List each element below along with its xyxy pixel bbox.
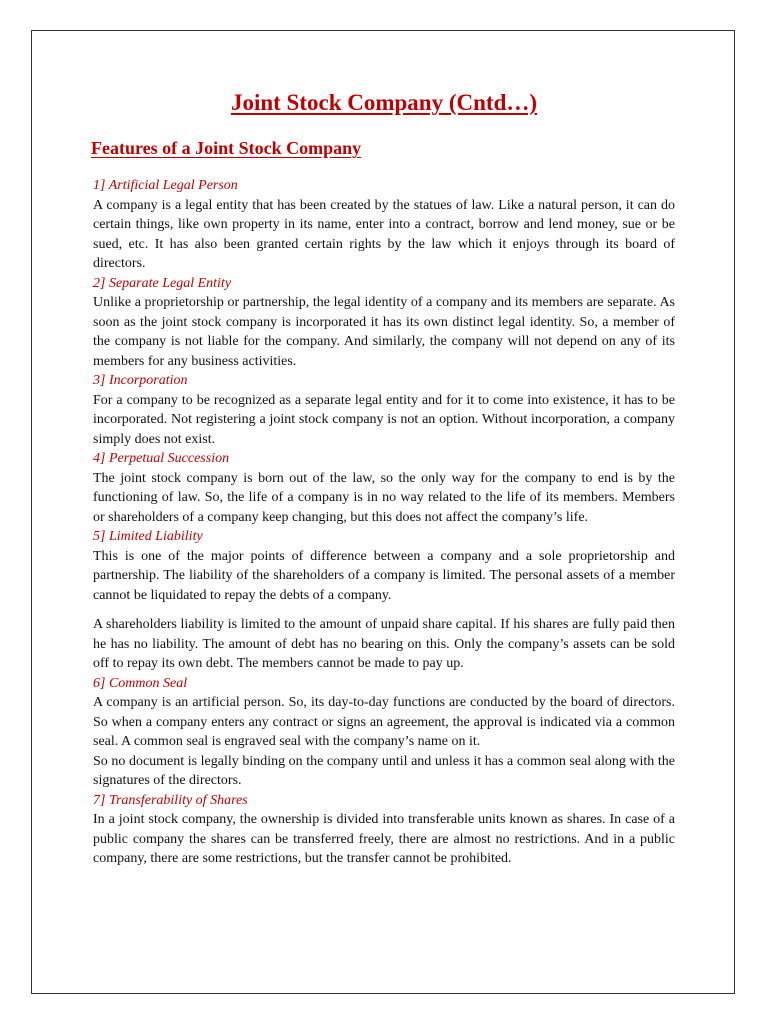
feature-heading: 5] Limited Liability [93, 529, 203, 544]
feature-paragraph: So no document is legally binding on the company until and unless it has a common seal along with the signatures of the directors. [93, 753, 675, 788]
feature-paragraph: This is one of the major points of difference between a company and a sole proprietorship and partnership. The liability of the shareholders of a company is limited. The personal assets of a member cannot be liquidated to repay the debts of a company. [93, 548, 675, 603]
feature-6 [93, 674, 675, 791]
feature-heading: 7] Transferability of Shares [93, 792, 248, 808]
feature-paragraph: In a joint stock company, the ownership is divided into transferable units known as shares. In case of a public company the shares can be transferred freely, there are almost no restrictions. And in a public company, there are some restrictions, but the transfer cannot be prohibited. [93, 812, 675, 866]
feature-paragraph: The joint stock company is born out of the law, so the only way for the company to end is by the functioning of law. So, the life of a company is in no way related to the life of its members. Members or shareholders of a company keep changing, but this does not affect the company’s life. [93, 470, 675, 525]
page-title: Joint Stock Company (Cntd…) [230, 90, 538, 115]
feature-5 [93, 527, 675, 674]
feature-heading: 1] Artificial Legal Person [93, 178, 238, 193]
feature-1 [93, 176, 675, 274]
feature-paragraph: For a company to be recognized as a separate legal entity and for it to come into existence, it has to be incorporated. Not registering a joint stock company is not an option. Without incorporation, a company simply does not exist. [93, 392, 675, 447]
document-body [93, 88, 675, 869]
feature-paragraph: A shareholders liability is limited to the amount of unpaid share capital. If his shares are fully paid then he has no liability. The amount of debt has no bearing on this. Only the company’s assets can be sold off to repay its own debt. The members cannot be made to pay up. [93, 617, 675, 671]
feature-2 [93, 274, 675, 372]
feature-heading: 2] Separate Legal Entity [93, 275, 232, 291]
feature-paragraph: Unlike a proprietorship or partnership, the legal identity of a company and its members are separate. As soon as the joint stock company is incorporated it has its own distinct legal identity. So, a member of the company is not liable for the company. And similarly, the company will not depend on any of its members for any business activities. [93, 295, 675, 369]
feature-heading: 4] Perpetual Succession [93, 451, 230, 466]
feature-4 [93, 449, 675, 527]
feature-heading: 3] Incorporation [93, 373, 188, 388]
feature-paragraph: A company is a legal entity that has been created by the statues of law. Like a natural person, it can do certain things, like own property in its name, enter into a contract, borrow and lend money, sue or be sued, etc. It has also been granted certain rights by the law which it enjoys through its board of directors. [93, 197, 675, 271]
feature-3 [93, 371, 675, 449]
feature-heading: 6] Common Seal [93, 675, 188, 691]
section-heading: Features of a Joint Stock Company [91, 138, 362, 158]
feature-7 [93, 791, 675, 869]
feature-paragraph: A company is an artificial person. So, its day-to-day functions are conducted by the board of directors. So when a company enters any contract or signs an agreement, the approval is indicated via a common seal. A common seal is engraved seal with the company’s name on it. [93, 695, 675, 749]
